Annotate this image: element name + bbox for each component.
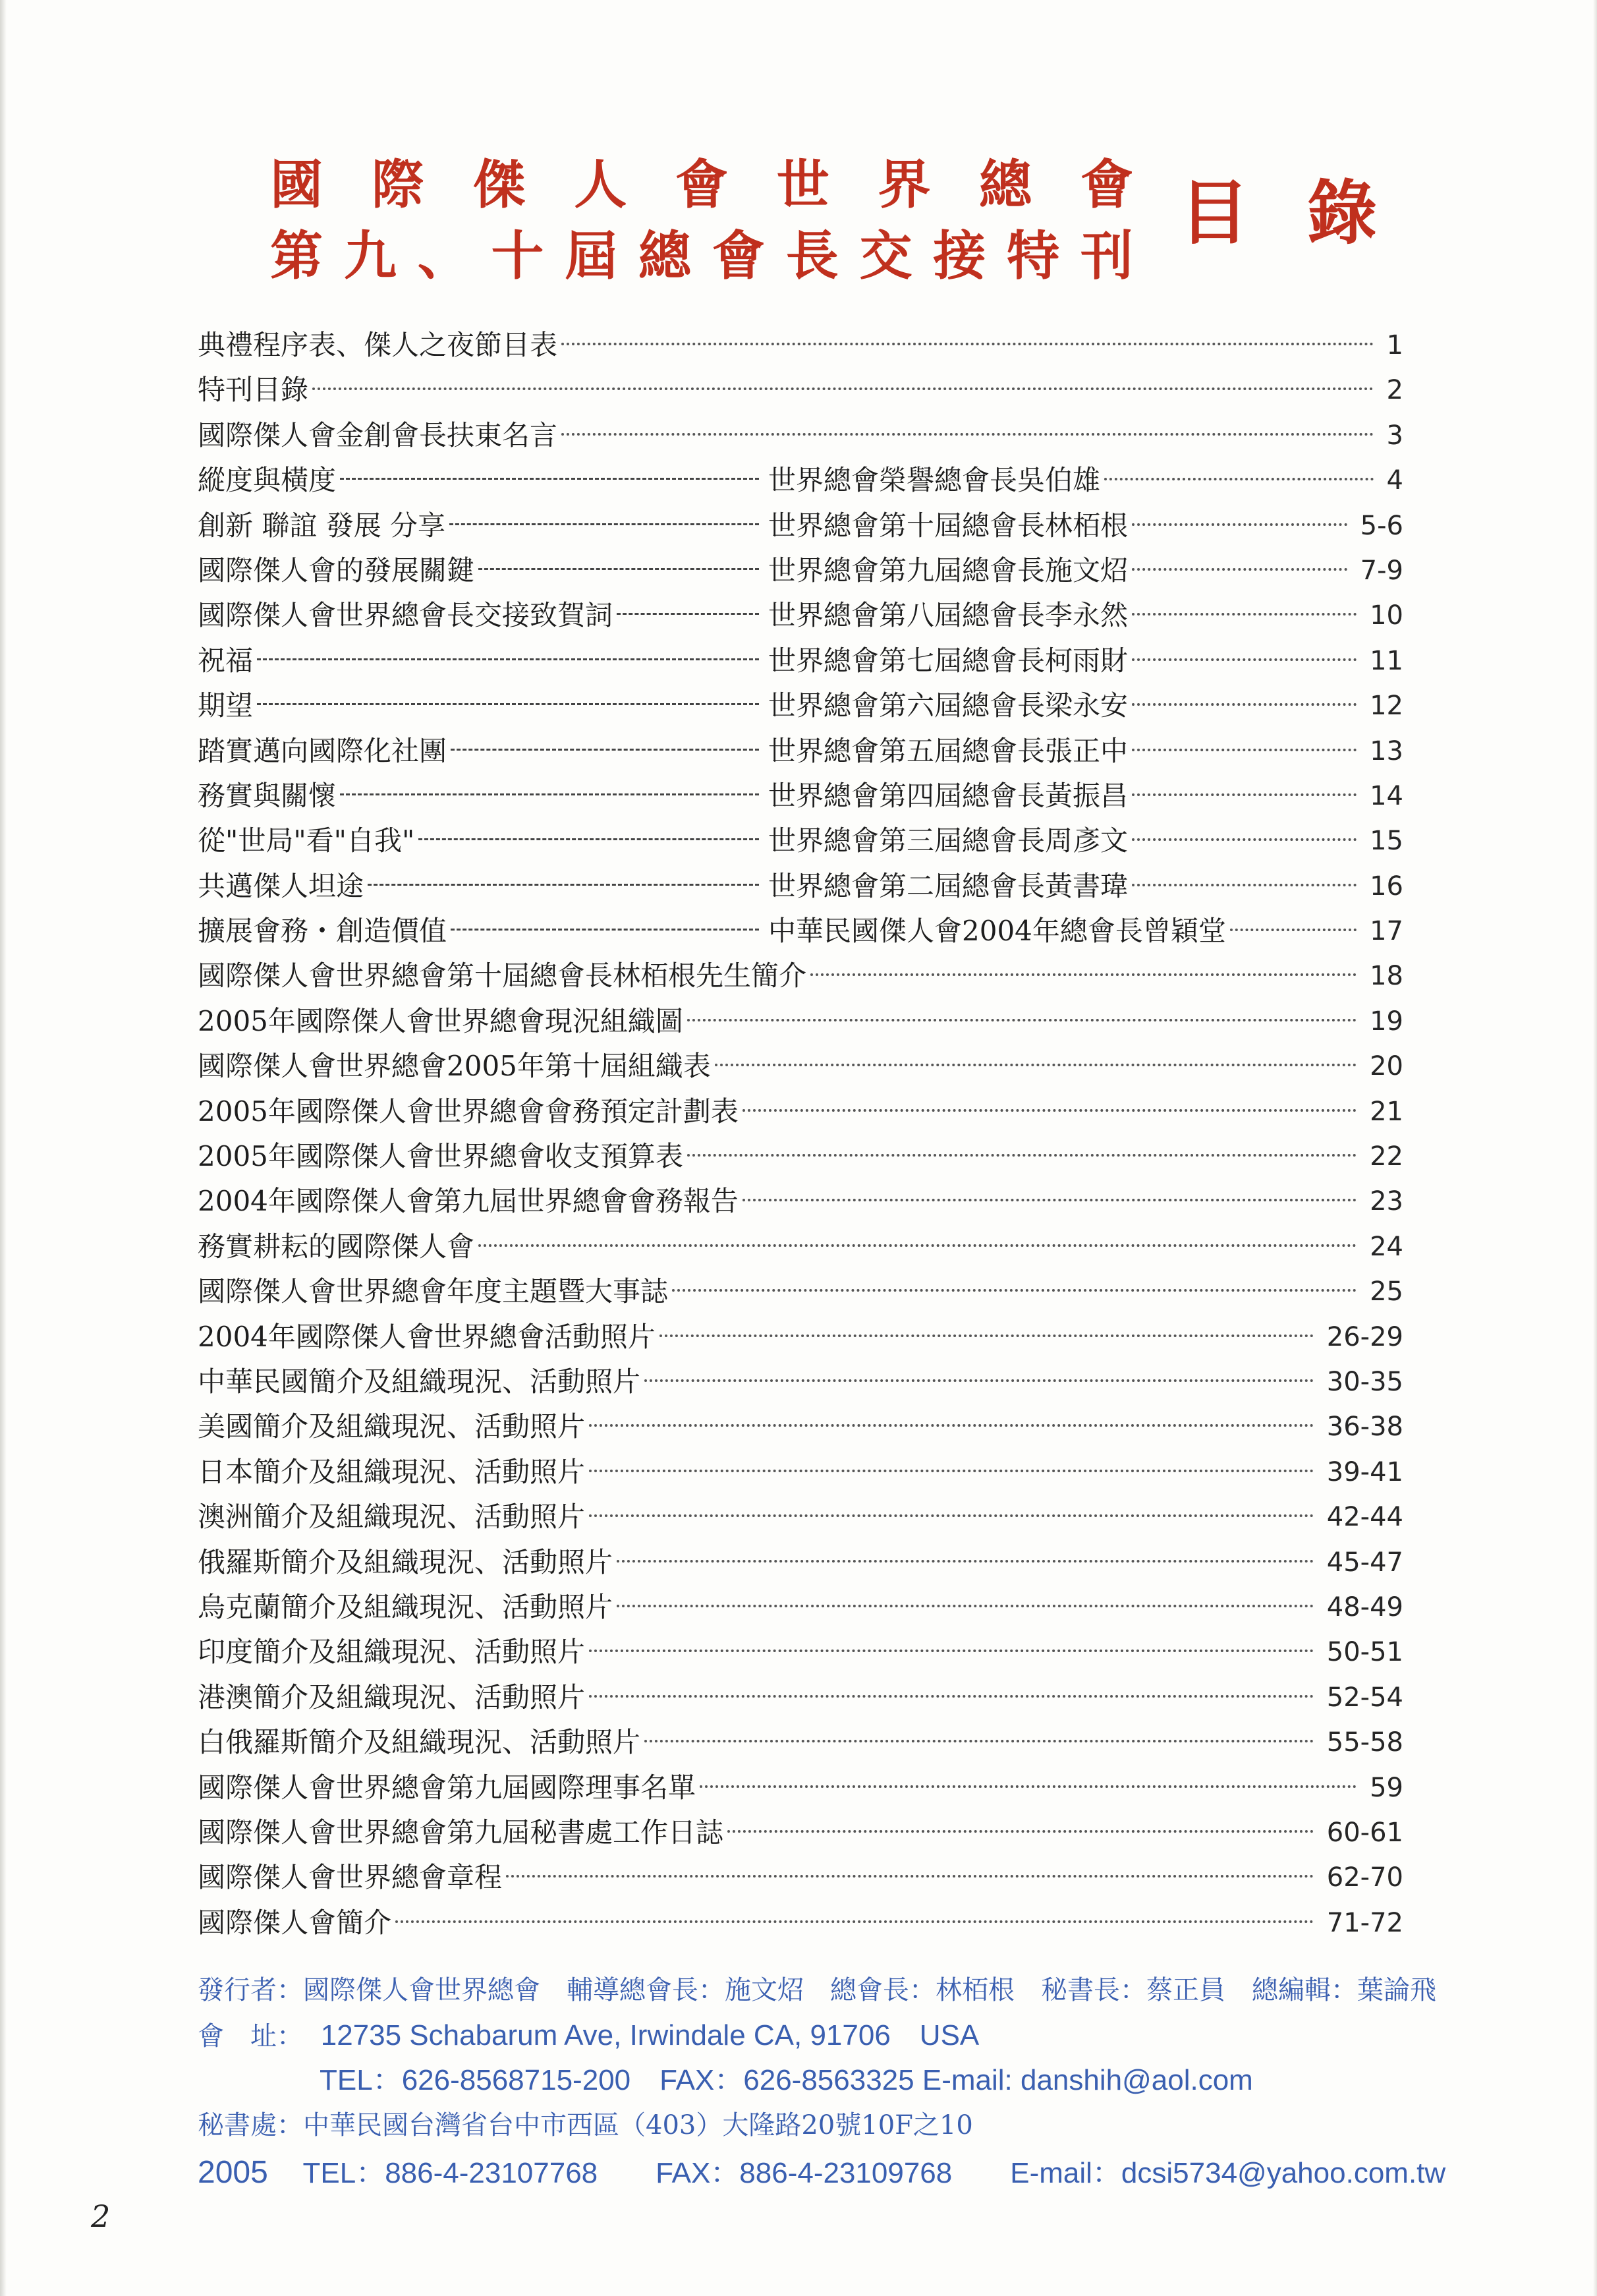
toc-entry-page: 25	[1370, 1277, 1403, 1307]
toc-dot-leader	[589, 1470, 1314, 1472]
toc-entry	[198, 413, 1403, 458]
toc-entry	[198, 1269, 1403, 1314]
title-char: 長	[785, 225, 839, 287]
toc-entry-page: 14	[1370, 780, 1403, 811]
toc-entry-title: 2004年國際傑人會第九屆世界總會會務報告	[198, 1185, 739, 1218]
toc-dot-leader	[672, 1289, 1357, 1292]
toc-entry-title: 國際傑人會世界總會第十屆總會長林栢根先生簡介	[198, 960, 807, 992]
title-char: 十	[491, 225, 544, 287]
page-edge-shadow	[1593, 0, 1597, 2296]
toc-entry-title: 典禮程序表、傑人之夜節目表	[198, 329, 558, 361]
toc-entry-title: 擴展會務・創造價值	[198, 915, 447, 948]
table-of-contents	[198, 323, 1403, 1945]
toc-entry-page: 45-47	[1326, 1547, 1403, 1578]
toc-entry	[198, 1089, 1403, 1134]
toc-dot-leader	[1132, 749, 1357, 751]
toc-entry	[198, 1179, 1403, 1224]
toc-entry-page: 2	[1386, 375, 1403, 406]
toc-entry-title: 共邁傑人坦途	[198, 869, 364, 902]
toc-entry-title: 國際傑人會世界總會章程	[198, 1861, 503, 1894]
toc-entry	[198, 1450, 1403, 1495]
toc-entry	[198, 1630, 1403, 1675]
toc-dash-leader	[451, 929, 759, 931]
toc-entry-page: 62-70	[1326, 1862, 1403, 1893]
toc-entry	[198, 954, 1403, 998]
toc-entry-title: 2005年國際傑人會世界總會會務預定計劃表	[198, 1095, 739, 1128]
publisher-line: 發行者：國際傑人會世界總會 輔導總會長：施文炤 總會長：林栢根 秘書長：蔡正員 總編輯：葉論飛	[198, 1975, 1436, 2005]
toc-entry-page: 21	[1370, 1096, 1403, 1127]
toc-entry-page: 30-35	[1326, 1366, 1403, 1397]
toc-entry-page: 4	[1386, 465, 1403, 496]
toc-entry-page: 71-72	[1326, 1907, 1403, 1938]
toc-entry-page: 20	[1370, 1051, 1403, 1082]
toc-entry	[198, 1720, 1403, 1765]
title-char: 會	[1080, 154, 1133, 215]
toc-entry-page: 59	[1370, 1772, 1403, 1803]
toc-entry-title: 印度簡介及組織現況、活動照片	[198, 1636, 586, 1669]
address-value: 12735 Schabarum Ave, Irwindale CA, 91706 USA	[320, 2019, 980, 2052]
toc-dot-leader	[1132, 884, 1357, 886]
toc-dot-leader	[395, 1920, 1314, 1923]
toc-entry-title: 俄羅斯簡介及組織現況、活動照片	[198, 1545, 613, 1578]
toc-entry-page: 23	[1370, 1186, 1403, 1217]
header-title-line2	[270, 225, 1133, 287]
toc-entry	[198, 548, 1403, 593]
toc-entry	[198, 1855, 1403, 1900]
toc-entry-page: 60-61	[1326, 1817, 1403, 1848]
toc-dot-leader	[478, 1244, 1357, 1247]
toc-entry-author: 中華民國傑人會2004年總會長曾穎堂	[768, 915, 1226, 948]
title-char: 九	[343, 225, 397, 287]
title-char: 總	[638, 225, 692, 287]
toc-entry-page: 52-54	[1326, 1682, 1403, 1713]
toc-entry-page: 39-41	[1326, 1456, 1403, 1487]
toc-dash-leader	[478, 568, 759, 570]
toc-entry	[198, 593, 1403, 638]
toc-dash-leader	[617, 613, 759, 615]
toc-entry-author: 世界總會第九屆總會長施文炤	[768, 554, 1129, 587]
title-char: 接	[933, 225, 986, 287]
toc-entry-page: 16	[1370, 871, 1403, 902]
toc-entry-author: 世界總會第四屆總會長黃振昌	[768, 779, 1129, 812]
toc-entry	[198, 323, 1403, 368]
toc-entry-page: 42-44	[1326, 1502, 1403, 1533]
toc-entry	[198, 458, 1403, 503]
toc-dot-leader	[644, 1740, 1314, 1742]
toc-entry-page: 55-58	[1326, 1727, 1403, 1758]
toc-dot-leader	[312, 387, 1374, 390]
toc-entry-page: 24	[1370, 1231, 1403, 1262]
toc-entry-page: 7-9	[1360, 555, 1403, 586]
toc-entry	[198, 864, 1403, 909]
toc-dash-leader	[257, 658, 759, 660]
toc-dash-leader	[257, 703, 759, 705]
toc-entry-title: 2005年國際傑人會世界總會現況組織圖	[198, 1004, 683, 1037]
title-char: 屆	[565, 225, 618, 287]
toc-dash-leader	[451, 749, 759, 751]
toc-entry	[198, 1495, 1403, 1539]
toc-dot-leader	[589, 1650, 1314, 1652]
toc-entry-page: 13	[1370, 735, 1403, 766]
toc-entry-title: 踏實邁向國際化社團	[198, 734, 447, 767]
toc-dash-leader	[368, 884, 759, 886]
toc-dot-leader	[1132, 793, 1357, 796]
toc-entry-page: 11	[1370, 645, 1403, 676]
toc-entry-title: 國際傑人會的發展關鍵	[198, 554, 475, 587]
toc-entry-page: 10	[1370, 600, 1403, 631]
toc-entry	[198, 774, 1403, 818]
toc-dot-leader	[700, 1785, 1357, 1788]
toc-entry-title: 中華民國簡介及組織現況、活動照片	[198, 1365, 641, 1398]
title-char: 總	[979, 154, 1032, 215]
toc-entry-title: 國際傑人會世界總會長交接致賀詞	[198, 599, 613, 632]
toc-entry-title: 烏克蘭簡介及組織現況、活動照片	[198, 1590, 613, 1623]
toc-entry	[198, 1765, 1403, 1810]
toc-entry-author: 世界總會第十屆總會長林栢根	[768, 509, 1129, 542]
toc-dot-leader	[715, 1064, 1357, 1066]
toc-entry-page: 3	[1386, 420, 1403, 451]
toc-dot-leader	[1104, 478, 1374, 480]
toc-entry-page: 19	[1370, 1006, 1403, 1037]
toc-dot-leader	[1132, 523, 1347, 526]
address-line	[198, 2021, 979, 2050]
toc-entry	[198, 1540, 1403, 1585]
toc-entry-title: 縱度與橫度	[198, 464, 337, 497]
toc-entry-page: 36-38	[1326, 1412, 1403, 1443]
toc-entry-title: 國際傑人會世界總會2005年第十屆組織表	[198, 1050, 711, 1083]
toc-entry-title: 務實耕耘的國際傑人會	[198, 1230, 475, 1263]
toc-entry-page: 12	[1370, 691, 1403, 722]
toc-dot-leader	[1132, 658, 1357, 661]
toc-dot-leader	[1230, 929, 1357, 931]
toc-entry-title: 國際傑人會世界總會第九屆秘書處工作日誌	[198, 1816, 724, 1849]
toc-entry-page: 15	[1370, 826, 1403, 857]
toc-entry	[198, 1224, 1403, 1269]
toc-entry	[198, 999, 1403, 1044]
toc-heading	[1179, 171, 1377, 254]
toc-entry	[198, 503, 1403, 548]
toc-entry	[198, 729, 1403, 774]
toc-entry-page: 5-6	[1360, 510, 1403, 541]
toc-entry-page: 17	[1370, 916, 1403, 947]
toc-entry	[198, 1404, 1403, 1449]
toc-entry-title: 澳洲簡介及組織現況、活動照片	[198, 1501, 586, 1534]
toc-entry-author: 世界總會第二屆總會長黃書瑋	[768, 869, 1129, 902]
toc-dot-leader	[810, 973, 1357, 976]
contact-tw-text: TEL：886-4-23107768 FAX：886-4-23109768 E-mail：dcsi5734@yahoo.com.tw	[302, 2157, 1446, 2189]
title-char: 交	[859, 225, 912, 287]
year-label: 2005	[198, 2155, 268, 2190]
toc-entry	[198, 1044, 1403, 1089]
title-char: 特	[1007, 225, 1060, 287]
toc-entry-title: 港澳簡介及組織現況、活動照片	[198, 1680, 586, 1713]
toc-dot-leader	[659, 1335, 1314, 1337]
toc-entry	[198, 1315, 1403, 1360]
toc-heading-char: 目	[1179, 171, 1249, 254]
title-char: 傑	[472, 154, 526, 215]
toc-entry-title: 國際傑人會金創會長扶東名言	[198, 418, 558, 451]
title-char: 第	[270, 225, 323, 287]
toc-heading-char: 錄	[1307, 171, 1377, 254]
toc-entry	[198, 909, 1403, 954]
toc-entry-author: 世界總會第五屆總會長張正中	[768, 734, 1129, 767]
title-char: 會	[712, 225, 765, 287]
toc-dot-leader	[561, 433, 1374, 436]
toc-entry	[198, 818, 1403, 863]
title-char: 界	[878, 154, 931, 215]
title-char: 世	[776, 154, 829, 215]
toc-entry	[198, 683, 1403, 728]
toc-dot-leader	[589, 1424, 1314, 1427]
toc-entry-page: 22	[1370, 1141, 1403, 1172]
toc-entry-title: 國際傑人會世界總會年度主題暨大事誌	[198, 1275, 669, 1308]
toc-entry-title: 國際傑人會世界總會第九屆國際理事名單	[198, 1771, 696, 1804]
toc-entry-title: 祝福	[198, 644, 254, 677]
toc-dot-leader	[727, 1830, 1314, 1833]
toc-dot-leader	[1132, 838, 1357, 841]
toc-dot-leader	[617, 1605, 1314, 1607]
toc-entry-author: 世界總會第八屆總會長李永然	[768, 599, 1129, 632]
toc-entry	[198, 1134, 1403, 1179]
toc-entry-page: 48-49	[1326, 1592, 1403, 1622]
toc-dot-leader	[742, 1109, 1357, 1112]
toc-dot-leader	[742, 1199, 1357, 1201]
toc-entry-title: 2004年國際傑人會世界總會活動照片	[198, 1320, 656, 1353]
toc-dash-leader	[449, 523, 759, 525]
title-char: 刊	[1080, 225, 1133, 287]
toc-entry	[198, 639, 1403, 683]
toc-entry-title: 美國簡介及組織現況、活動照片	[198, 1410, 586, 1443]
header-title-line1	[270, 154, 1133, 215]
toc-entry	[198, 1360, 1403, 1404]
toc-dot-leader	[1132, 613, 1357, 616]
contact-us-text: TEL：626-8568715-200 FAX：626-8563325 E-mail: danshih@aol.com	[320, 2064, 1253, 2096]
toc-entry-title: 2005年國際傑人會世界總會收支預算表	[198, 1140, 683, 1173]
toc-dot-leader	[687, 1154, 1357, 1157]
toc-entry-page: 1	[1386, 330, 1403, 360]
toc-entry	[198, 1675, 1403, 1720]
toc-entry-title: 日本簡介及組織現況、活動照片	[198, 1455, 586, 1488]
secretariat-line: 秘書處：中華民國台灣省台中市西區（403）大隆路20號10F之10	[198, 2110, 973, 2140]
toc-dot-leader	[1132, 703, 1357, 706]
toc-entry-title: 白俄羅斯簡介及組織現況、活動照片	[198, 1726, 641, 1759]
toc-dash-leader	[418, 838, 759, 840]
toc-entry-title: 創新 聯誼 發展 分享	[198, 509, 446, 542]
toc-entry-title: 特刊目錄	[198, 374, 309, 407]
toc-entry-title: 國際傑人會簡介	[198, 1906, 392, 1939]
toc-dot-leader	[617, 1560, 1314, 1563]
toc-dash-leader	[340, 793, 759, 795]
toc-entry	[198, 1810, 1403, 1855]
toc-entry-page: 26-29	[1326, 1321, 1403, 1352]
toc-entry	[198, 1901, 1403, 1945]
toc-dot-leader	[1132, 568, 1347, 571]
contact-line-tw	[198, 2157, 1445, 2189]
title-char: 會	[675, 154, 728, 215]
toc-entry-title: 從"世局"看"自我"	[198, 824, 415, 857]
toc-entry-page: 50-51	[1326, 1637, 1403, 1668]
toc-dot-leader	[561, 343, 1374, 345]
toc-entry-title: 期望	[198, 689, 254, 722]
page-edge-shadow	[0, 0, 7, 2296]
page-number: 2	[91, 2198, 111, 2234]
address-label: 會 址：	[198, 2021, 303, 2052]
toc-entry-author: 世界總會第七屆總會長柯雨財	[768, 644, 1129, 677]
toc-dot-leader	[644, 1379, 1314, 1382]
toc-entry-page: 18	[1370, 961, 1403, 992]
toc-dash-leader	[340, 478, 759, 480]
title-char: 人	[574, 154, 627, 215]
toc-entry-author: 世界總會榮譽總會長吳伯雄	[768, 464, 1101, 497]
toc-entry	[198, 1585, 1403, 1630]
toc-dot-leader	[589, 1514, 1314, 1517]
title-char: 際	[371, 154, 424, 215]
contact-line-us	[320, 2066, 1253, 2095]
toc-entry-author: 世界總會第六屆總會長梁永安	[768, 689, 1129, 722]
toc-dot-leader	[687, 1019, 1357, 1021]
title-char: 國	[270, 154, 323, 215]
toc-entry-author: 世界總會第三屆總會長周彥文	[768, 824, 1129, 857]
toc-dot-leader	[589, 1695, 1314, 1698]
title-char: 、	[417, 225, 470, 287]
toc-entry	[198, 368, 1403, 413]
toc-entry-title: 務實與關懷	[198, 779, 337, 812]
toc-dot-leader	[506, 1875, 1314, 1878]
